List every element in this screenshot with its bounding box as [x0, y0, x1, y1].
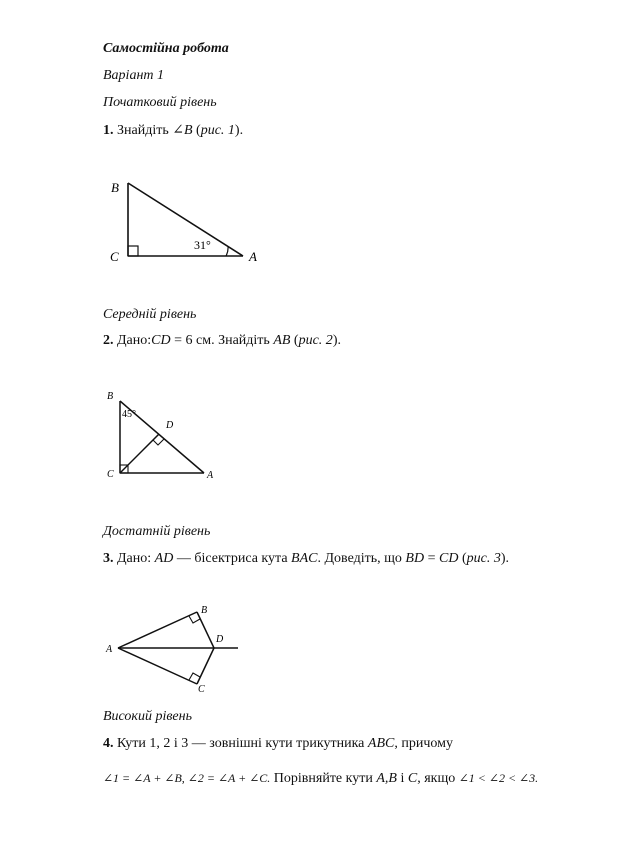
task-3-figure-ref: рис. 3 [466, 551, 501, 566]
task-1-paren-open: ( [192, 123, 201, 138]
task-2-text: Дано: [113, 333, 152, 348]
task-3-text-2: — бісектриса кута [173, 551, 292, 566]
fig3-label-d: D [216, 634, 224, 645]
task-4-text-2: , причому [394, 736, 453, 751]
task-4-text-5: , якщо [417, 771, 459, 786]
fig3-label-c: C [198, 684, 205, 695]
fig1-label-b: B [111, 180, 119, 195]
task-2-paren-close: ). [332, 333, 341, 348]
task-3-number: 3. [103, 551, 114, 566]
task-1-paren-close: ). [234, 123, 244, 138]
fig3-segment-bd [197, 612, 214, 648]
level-high-heading: Високий рівень [103, 709, 192, 724]
variant-label: Варіант 1 [103, 68, 164, 83]
task-4-text-3: Порівняйте кути [270, 771, 377, 786]
fig3-right-angle-c [189, 673, 200, 680]
task-1-figure-ref: рис. 1 [200, 123, 235, 138]
level-initial-heading: Початковий рівень [103, 95, 217, 110]
fig1-angle-label: 31° [194, 238, 211, 252]
level-sufficient-heading: Достатній рівень [103, 524, 211, 539]
task-2-text-2: = 6 см. Знайдіть [170, 333, 274, 348]
task-2-given-segment: CD [151, 333, 171, 348]
fig3-right-angle-b [189, 616, 200, 623]
fig1-label-c: C [110, 249, 119, 264]
fig2-label-b: B [107, 391, 114, 402]
fig1-label-a: A [249, 249, 257, 264]
task-3-text: Дано: [113, 551, 155, 566]
task-2-find-segment: AB [273, 333, 291, 348]
task-3-angle: BAC [291, 551, 318, 566]
task-4-number: 4. [103, 736, 114, 751]
task-4 [103, 736, 453, 752]
fig2-label-c: C [107, 469, 114, 480]
fig2-angle-label: 45° [122, 409, 136, 420]
task-1-angle: ∠B [172, 123, 193, 138]
page-title: Самостійна робота [103, 41, 229, 56]
task-4-var-c: C [407, 771, 418, 786]
level-middle-heading: Середній рівень [103, 307, 197, 322]
task-4-line-2 [103, 770, 538, 787]
fig3-side-ab [118, 612, 197, 648]
fig2-label-d: D [166, 420, 174, 431]
task-2-figure-ref: рис. 2 [298, 333, 333, 348]
task-3-paren-open: ( [458, 551, 467, 566]
fig3-side-ac [118, 648, 197, 684]
task-4-triangle: ABC [367, 736, 395, 751]
task-3-segment: AD [154, 551, 174, 566]
task-1-text: Знайдіть [113, 123, 173, 138]
task-2-paren-open: ( [290, 333, 299, 348]
fig3-label-b: B [201, 605, 208, 616]
task-2-number: 2. [103, 333, 114, 348]
task-4-vars: A,B [376, 771, 397, 786]
task-3-eq-left: BD [405, 551, 425, 566]
task-4-formula-2: ∠1 < ∠2 < ∠3. [458, 771, 539, 785]
task-3-eq-right: CD [438, 551, 459, 566]
task-4-text-4: і [396, 771, 408, 786]
task-4-formula-1: ∠1 = ∠A + ∠B, ∠2 = ∠A + ∠C. [103, 771, 271, 785]
task-3-eq-sign: = [424, 551, 439, 566]
task-3-text-3: . Доведіть, що [317, 551, 406, 566]
fig3-label-a: A [106, 644, 113, 655]
task-3-paren-close: ). [500, 551, 509, 566]
fig3-segment-cd [197, 648, 214, 684]
task-4-text: Кути 1, 2 і 3 — зовнішні кути трикутника [113, 736, 368, 751]
fig2-label-a: A [207, 470, 214, 481]
task-1-number: 1. [103, 123, 114, 138]
